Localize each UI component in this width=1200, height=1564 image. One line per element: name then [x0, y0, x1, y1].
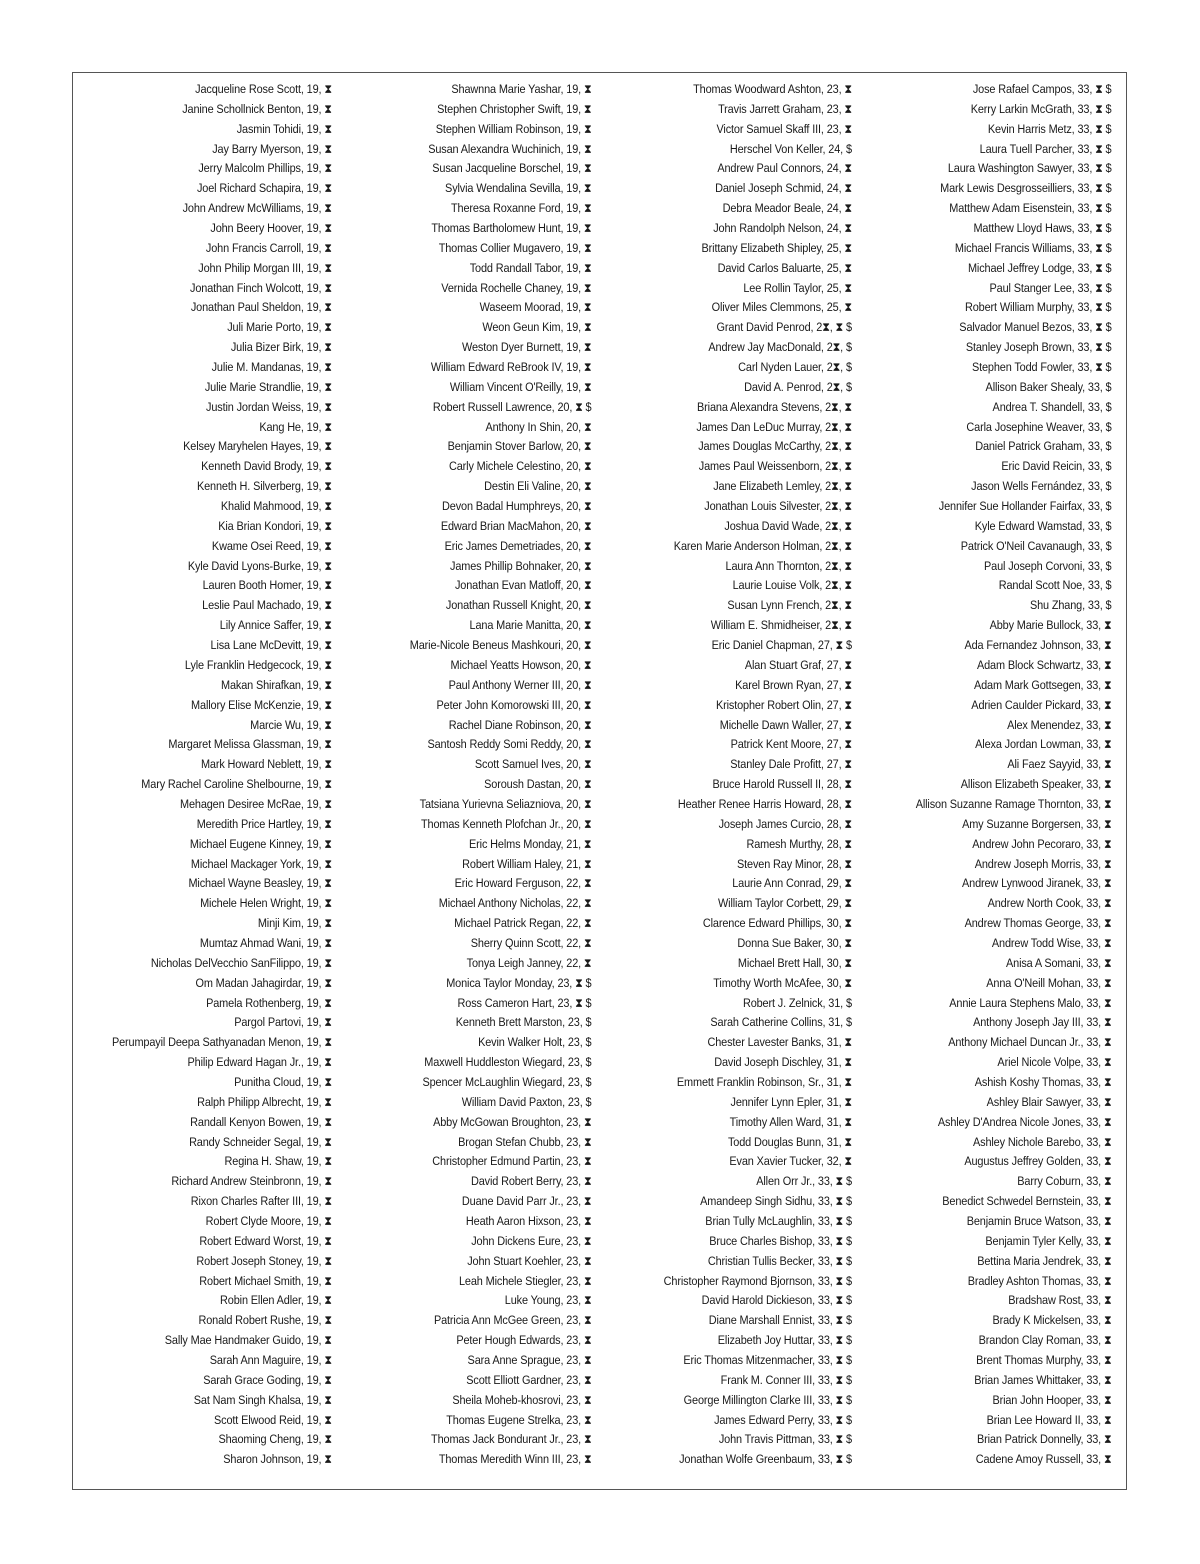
name-entry: Allison Elizabeth Speaker, 33, ⧗	[960, 777, 1111, 792]
name-entry: David Robert Berry, 23, ⧗	[470, 1174, 591, 1189]
name-entry: Heath Aaron Hixson, 23, ⧗	[465, 1213, 591, 1228]
name-entry: Paul Joseph Corνoni, 33, $	[983, 558, 1111, 573]
name-entry: Brian James Whittaker, 33, ⧗	[973, 1372, 1111, 1387]
name-entry: Edward Brian MacMahon, 20, ⧗	[440, 518, 591, 533]
name-entry: Sarah Grace Goding, 19, ⧗	[203, 1372, 332, 1387]
name-entry: Victor Samuel Skaff III, 23, ⧗	[716, 121, 852, 136]
name-entry: Sarah Ann Maguire, 19, ⧗	[209, 1353, 332, 1367]
name-entry: Patrick Kent Moore, 27, ⧗	[730, 737, 852, 752]
name-entry: Robert Edward Worst, 19, ⧗	[199, 1233, 332, 1248]
name-entry: Michael Yeatts Howson, 20, ⧗	[450, 657, 591, 672]
name-entry: Abby McGowan Broughton, 23, ⧗	[432, 1114, 591, 1129]
name-entry: Destin Eli Valine, 20, ⧗	[483, 479, 591, 494]
name-entry: Duane David Parr Jr., 23, ⧗	[461, 1194, 591, 1209]
name-entry: Paul Anthony Werner III, 20, ⧗	[448, 677, 591, 692]
name-entry: Lana Marie Manitta, 20, ⧗	[469, 618, 591, 633]
name-entry: Julie M. Mandanas, 19, ⧗	[211, 360, 332, 375]
name-entry: Thomas Eugene Strelka, 23, ⧗	[445, 1412, 591, 1427]
name-entry: Anthony Michael Duncan Jr., 33, ⧗	[947, 1035, 1111, 1050]
name-entry: Ronald Robert Rushe, 19, ⧗	[198, 1313, 332, 1328]
name-entry: Grant David Penrod, 2⧗, ⧗ $	[716, 320, 852, 335]
name-entry: Robert Clyde Moore, 19, ⧗	[205, 1213, 332, 1228]
name-entry: James Phillip Bohnaker, 20, ⧗	[449, 558, 591, 573]
name-entry: Sharon Johnson, 19, ⧗	[223, 1452, 332, 1467]
name-entry: Benedict Schwedel Bernstein, 33, ⧗	[941, 1194, 1111, 1209]
name-entry: Weston Dyer Burnett, 19, ⧗	[461, 340, 591, 355]
name-entry: Andrea T. Shandell, 33, $	[992, 399, 1111, 414]
name-entry: Brady K Mickelsen, 33, ⧗	[991, 1313, 1111, 1328]
name-entry: Kwame Osei Reed, 19, ⧗	[212, 538, 332, 553]
name-entry: Brian John Hooper, 33, ⧗	[991, 1392, 1111, 1407]
name-entry: Sarah Catherine Collins, 31, $	[710, 1015, 852, 1030]
name-entry: Jonathan Russell Knight, 20, ⧗	[445, 598, 591, 613]
name-entry: Abby Marie Bullock, 33, ⧗	[989, 618, 1111, 633]
name-entry: Eric Thomas Mitzenmacher, 33, ⧗ $	[683, 1353, 852, 1367]
name-entry: Brian Patrick Donnelly, 33, ⧗	[976, 1432, 1111, 1447]
name-entry: Todd Randall Tabor, 19, ⧗	[469, 260, 591, 275]
name-entry: Stanley Dale Profitt, 27, ⧗	[730, 757, 852, 772]
name-entry: Karel Brown Ryan, 27, ⧗	[735, 677, 852, 692]
name-entry: Om Madan Jahagirdar, 19, ⧗	[195, 975, 332, 990]
name-entry: Bettina Maria Jendrek, 33, ⧗	[976, 1253, 1111, 1268]
name-entry: Lee Rollin Taylor, 25, ⧗	[743, 280, 852, 295]
name-entry: Kenneth Brett Marston, 23, $	[455, 1015, 591, 1030]
name-entry: Christopher Raymond Bjornson, 33, ⧗ $	[663, 1273, 852, 1288]
name-entry: Robert William Murphy, 33, ⧗ $	[964, 300, 1111, 315]
name-entry: Waseem Moorad, 19, ⧗	[479, 300, 591, 315]
name-entry: Ada Fernandez Johnson, 33, ⧗	[963, 638, 1111, 653]
name-entry: Adam Mark Gottsegen, 33, ⧗	[973, 677, 1111, 692]
name-entry: Juli Marie Porto, 19, ⧗	[227, 320, 332, 335]
name-entry: Jane Elizabeth Lemley, 2⧗, ⧗	[713, 479, 852, 494]
name-entry: Richard Andrew Steinbronn, 19, ⧗	[171, 1174, 332, 1189]
name-entry: Carly Michele Celestino, 20, ⧗	[448, 459, 591, 474]
name-entry: Marie-Nicole Beneus Mashkouri, 20, ⧗	[409, 638, 591, 653]
name-entry: Shu Zhang, 33, $	[1029, 598, 1111, 613]
name-entry: Adrien Caulder Pickard, 33, ⧗	[970, 697, 1111, 712]
name-entry: Donna Sue Baker, 30, ⧗	[737, 935, 852, 950]
name-entry: Laura Ann Thornton, 2⧗, ⧗	[725, 558, 852, 573]
name-entry: Alan Stuart Graf, 27, ⧗	[744, 657, 852, 672]
name-entry: Matthew Adam Eisenstein, 33, ⧗ $	[948, 201, 1111, 216]
name-entry: Jonathan Evan Matloff, 20, ⧗	[454, 578, 591, 593]
name-entry: Anna O'Neill Mohan, 33, ⧗	[985, 975, 1111, 990]
name-entry: Kyle David Lyons-Burke, 19, ⧗	[187, 558, 332, 573]
name-entry: Barry Coburn, 33, ⧗	[1016, 1174, 1111, 1189]
name-entry: Sherry Quinn Scott, 22, ⧗	[470, 935, 591, 950]
name-entry: Marcie Wu, 19, ⧗	[250, 717, 332, 732]
name-entry: Philip Edward Hagan Jr., 19, ⧗	[187, 1055, 332, 1070]
name-entry: Heather Renee Harris Howard, 28, ⧗	[677, 796, 852, 811]
name-entry: Monica Taylor Monday, 23, ⧗ $	[445, 975, 591, 990]
name-entry: Robert Joseph Stoney, 19, ⧗	[196, 1253, 332, 1268]
name-entry: Elizabeth Joy Huttar, 33, ⧗ $	[717, 1333, 852, 1348]
name-entry: Rachel Diane Robinson, 20, ⧗	[448, 717, 591, 732]
name-entry: Annie Laura Stephens Malo, 33, ⧗	[948, 995, 1111, 1010]
name-entry: Pargol Partovi, 19, ⧗	[234, 1015, 332, 1030]
name-entry: Brandon Clay Roman, 33, ⧗	[978, 1333, 1111, 1348]
name-entry: Michael Francis Williams, 33, ⧗ $	[954, 240, 1111, 255]
name-entry: Joshua David Wade, 2⧗, ⧗	[724, 518, 852, 533]
name-entry: Brian Tully McLaughlin, 33, ⧗ $	[705, 1213, 852, 1228]
name-entry: Robert Michael Smith, 19, ⧗	[199, 1273, 332, 1288]
name-entry: Andrew Paul Connors, 24, ⧗	[717, 161, 852, 176]
name-entry: Christian Tullis Becker, 33, ⧗ $	[707, 1253, 852, 1268]
name-entry: Thomas Jack Bondurant Jr., 23, ⧗	[430, 1432, 591, 1447]
name-entry: Travis Jarrett Graham, 23, ⧗	[718, 101, 852, 116]
name-entry: Michael Wayne Beasley, 19, ⧗	[188, 876, 332, 891]
name-column-1	[82, 80, 332, 1470]
name-entry: Thomas Bartholomew Hunt, 19, ⧗	[430, 221, 591, 236]
name-entry: Laura Washington Sawyer, 33, ⧗ $	[947, 161, 1111, 176]
name-entry: Susan Lynn French, 2⧗, ⧗	[727, 598, 852, 613]
name-entry: John Philip Morgan III, 19, ⧗	[198, 260, 332, 275]
name-entry: Randal Scott Noe, 33, $	[998, 578, 1111, 593]
name-entry: Daniel Joseph Schmid, 24, ⧗	[715, 181, 852, 196]
name-entry: Allen Orr Jr., 33, ⧗ $	[756, 1174, 852, 1189]
name-entry: Mumtaz Ahmad Wani, 19, ⧗	[200, 935, 332, 950]
name-entry: Benjamin Bruce Watson, 33, ⧗	[966, 1213, 1111, 1228]
name-entry: Anthony Joseph Jay III, 33, ⧗	[972, 1015, 1111, 1030]
name-entry: Ashley D'Andrea Nicole Jones, 33, ⧗	[937, 1114, 1111, 1129]
name-entry: Eric Helms Monday, 21, ⧗	[468, 836, 591, 851]
name-entry: Jasmin Tohidi, 19, ⧗	[236, 121, 332, 136]
name-entry: Lily Annice Saffer, 19, ⧗	[219, 618, 332, 633]
name-entry: Julia Bizer Birk, 19, ⧗	[231, 340, 332, 355]
name-entry: Lyle Franklin Hedgecock, 19, ⧗	[185, 657, 332, 672]
name-entry: Sally Mae Handmaker Guido, 19, ⧗	[164, 1333, 332, 1348]
name-entry: Scott Elliott Gardner, 23, ⧗	[465, 1372, 591, 1387]
name-entry: Kang He, 19, ⧗	[259, 419, 332, 434]
name-entry: Susan Jacqueline Borschel, 19, ⧗	[431, 161, 591, 176]
name-entry: Robin Ellen Adler, 19, ⧗	[220, 1293, 332, 1308]
name-entry: Weon Geun Kim, 19, ⧗	[481, 320, 591, 335]
name-entry: Lauren Booth Homer, 19, ⧗	[202, 578, 332, 593]
name-entry: William Vincent O'Reilly, 19, ⧗	[449, 379, 591, 394]
name-entry: Randy Schneider Segal, 19, ⧗	[189, 1134, 332, 1149]
name-entry: Brian Lee Howard II, 33, ⧗	[986, 1412, 1111, 1427]
name-entry: Stephen Todd Fowler, 33, ⧗ $	[971, 360, 1111, 375]
name-entry: William Edward ReBrook IV, 19, ⧗	[430, 360, 591, 375]
name-entry: Diane Marshall Ennist, 33, ⧗ $	[708, 1313, 852, 1328]
name-entry: Kevin Harris Metz, 33, ⧗ $	[987, 121, 1111, 136]
name-entry: Soroush Dastan, 20, ⧗	[483, 777, 591, 792]
name-entry: Carl Nyden Lauer, 2⧗, $	[738, 360, 852, 375]
name-entry: Jonathan Paul Sheldon, 19, ⧗	[191, 300, 332, 315]
name-entry: Ariel Nicole Volpe, 33, ⧗	[996, 1055, 1111, 1070]
name-entry: Brent Thomas Murphy, 33, ⧗	[975, 1353, 1111, 1367]
name-entry: Laura Tuell Parcher, 33, ⧗ $	[979, 141, 1111, 156]
name-entry: Thomas Kenneth Plofchan Jr., 20, ⧗	[420, 816, 591, 831]
name-entry: James Paul Weissenborn, 2⧗, ⧗	[698, 459, 852, 474]
name-entry: Clarence Edward Phillips, 30, ⧗	[702, 916, 852, 931]
name-entry: Pamela Rothenberg, 19, ⧗	[206, 995, 332, 1010]
name-entry: Thomas Collier Mugavero, 19, ⧗	[438, 240, 591, 255]
name-entry: Lisa Lane McDevitt, 19, ⧗	[210, 638, 332, 653]
name-entry: Jennifer Lynn Epler, 31, ⧗	[730, 1094, 852, 1109]
name-entry: Briana Alexandra Stevens, 2⧗, ⧗	[697, 399, 852, 414]
name-entry: Jonathan Wolfe Greenbaum, 33, ⧗ $	[679, 1452, 852, 1467]
name-entry: David Carlos Baluarte, 25, ⧗	[717, 260, 852, 275]
name-entry: Todd Douglas Bunn, 31, ⧗	[728, 1134, 852, 1149]
name-entry: Jason Wells Fernández, 33, $	[970, 479, 1111, 494]
name-entry: Ramesh Murthy, 28, ⧗	[746, 836, 852, 851]
name-entry: Mark Howard Neblett, 19, ⧗	[201, 757, 332, 772]
name-entry: Jacqueline Rose Scott, 19, ⧗	[195, 82, 332, 96]
name-entry: Michael Eugene Kinney, 19, ⧗	[190, 836, 332, 851]
name-entry: Kelsey Maryhelen Hayes, 19, ⧗	[183, 439, 332, 454]
name-entry: Susan Alexandra Wuchinich, 19, ⧗	[427, 141, 591, 156]
name-entry: Sheila Moheb-khosrovi, 23, ⧗	[451, 1392, 591, 1407]
name-entry: John Travis Pittman, 33, ⧗ $	[718, 1432, 852, 1447]
name-entry: Patricia Ann McGee Green, 23, ⧗	[433, 1313, 591, 1328]
name-entry: Andrew Todd Wise, 33, ⧗	[991, 935, 1111, 950]
name-entry: James Edward Perry, 33, ⧗ $	[714, 1412, 852, 1427]
name-entry: Mark Lewis Desgrosseilliers, 33, ⧗ $	[939, 181, 1111, 196]
name-entry: Ralph Philipp Albrecht, 19, ⧗	[197, 1094, 332, 1109]
name-entry: Tatsiana Yurievna Seliazniova, 20, ⧗	[419, 796, 591, 811]
name-entry: Bruce Charles Bishop, 33, ⧗ $	[709, 1233, 852, 1248]
name-entry: Michael Jeffrey Lodge, 33, ⧗ $	[967, 260, 1111, 275]
name-entry: Margaret Melissa Glassman, 19, ⧗	[168, 737, 332, 752]
name-entry: Santosh Reddy Somi Reddy, 20, ⧗	[427, 737, 591, 752]
name-entry: Shawnna Marie Yashar, 19, ⧗	[450, 82, 591, 96]
name-entry: Bradshaw Rost, 33, ⧗	[1007, 1293, 1111, 1308]
name-entry: Michael Anthony Nicholas, 22, ⧗	[438, 896, 591, 911]
name-entry: Ashish Koshy Thomas, 33, ⧗	[974, 1074, 1111, 1089]
name-entry: Perumpayil Deepa Sathyanadan Menon, 19, ⧗	[112, 1035, 332, 1050]
name-entry: Vernida Rochelle Chaney, 19, ⧗	[440, 280, 591, 295]
name-entry: Cadene Amoy Russell, 33, ⧗	[975, 1452, 1111, 1467]
name-entry: Ross Cameron Hart, 23, ⧗ $	[457, 995, 591, 1010]
name-entry: Minji Kim, 19, ⧗	[257, 916, 332, 931]
name-entry: Justin Jordan Weiss, 19, ⧗	[206, 399, 332, 414]
name-entry: Janine Schollnick Benton, 19, ⧗	[182, 101, 332, 116]
name-entry: William David Paxton, 23, $	[461, 1094, 591, 1109]
name-entry: Karen Marie Anderson Holman, 2⧗, ⧗	[673, 538, 852, 553]
name-entry: Jay Barry Myerson, 19, ⧗	[212, 141, 332, 156]
name-column-4	[889, 80, 1112, 1470]
name-entry: Stanley Joseph Brown, 33, ⧗ $	[965, 340, 1111, 355]
name-entry: Kia Brian Kondori, 19, ⧗	[218, 518, 332, 533]
name-entry: John Dickens Eure, 23, ⧗	[470, 1233, 591, 1248]
name-entry: Punitha Cloud, 19, ⧗	[234, 1074, 332, 1089]
name-entry: Kerry Larkin McGrath, 33, ⧗ $	[970, 101, 1111, 116]
name-entry: Debra Meador Beale, 24, ⧗	[722, 201, 852, 216]
name-entry: Steven Ray Minor, 28, ⧗	[737, 856, 852, 871]
name-entry: Regina H. Shaw, 19, ⧗	[224, 1154, 332, 1169]
name-entry: Joel Richard Schapira, 19, ⧗	[197, 181, 332, 196]
name-entry: Thomas Woodward Ashton, 23, ⧗	[693, 82, 852, 96]
name-entry: Scott Samuel Ives, 20, ⧗	[474, 757, 591, 772]
name-entry: Alexa Jordan Lowman, 33, ⧗	[974, 737, 1111, 752]
name-entry: Bradley Ashton Thomas, 33, ⧗	[967, 1273, 1111, 1288]
name-entry: Peter John Komorowski III, 20, ⧗	[436, 697, 591, 712]
name-entry: Brittany Elizabeth Shipley, 25, ⧗	[701, 240, 852, 255]
name-entry: Timothy Worth McAfee, 30, ⧗	[713, 975, 852, 990]
name-entry: John Stuart Koehler, 23, ⧗	[466, 1253, 591, 1268]
name-entry: Emmett Franklin Robinson, Sr., 31, ⧗	[676, 1074, 852, 1089]
name-entry: Andrew John Pecoraro, 33, ⧗	[971, 836, 1111, 851]
name-entry: Allison Suzanne Ramage Thornton, 33, ⧗	[915, 796, 1111, 811]
name-entry: Eric James Demetriades, 20, ⧗	[444, 538, 591, 553]
name-entry: Bruce Harold Russell II, 28, ⧗	[712, 777, 852, 792]
name-entry: Evan Xavier Tucker, 32, ⧗	[729, 1154, 852, 1169]
name-entry: Jonathan Louis Silvester, 2⧗, ⧗	[704, 499, 852, 514]
name-entry: Peter Hough Edwards, 23, ⧗	[455, 1333, 591, 1348]
name-entry: Robert Russell Lawrence, 20, ⧗ $	[432, 399, 591, 414]
name-entry: Christopher Edmund Partin, 23, ⧗	[431, 1154, 591, 1169]
name-entry: Alex Menendez, 33, ⧗	[1006, 717, 1111, 732]
name-entry: Ashley Nichole Barebo, 33, ⧗	[972, 1134, 1111, 1149]
name-entry: Scott Elwood Reid, 19, ⧗	[214, 1412, 332, 1427]
name-entry: Devon Badal Humphreys, 20, ⧗	[441, 499, 591, 514]
name-entry: Luke Young, 23, ⧗	[504, 1293, 591, 1308]
name-entry: William E. Shmidheiser, 2⧗, ⧗	[710, 618, 852, 633]
name-entry: David A. Penrod, 2⧗, $	[744, 379, 852, 394]
name-entry: Shaoming Cheng, 19, ⧗	[218, 1432, 332, 1447]
name-entry: Benjamin Stover Barlow, 20, ⧗	[447, 439, 591, 454]
name-entry: Allison Baker Shealy, 33, $	[985, 379, 1111, 394]
name-entry: Michael Patrick Regan, 22, ⧗	[453, 916, 591, 931]
name-entry: Leah Michele Stiegler, 23, ⧗	[458, 1273, 591, 1288]
name-entry: Matthew Lloyd Haws, 33, ⧗ $	[972, 221, 1111, 236]
name-entry: Frank M. Conner III, 33, ⧗ $	[720, 1372, 852, 1387]
name-entry: Eric Howard Ferguson, 22, ⧗	[454, 876, 591, 891]
name-entry: Theresa Roxanne Ford, 19, ⧗	[450, 201, 591, 216]
name-entry: Chester Lavester Banks, 31, ⧗	[707, 1035, 852, 1050]
name-entry: George Millington Clarke III, 33, ⧗ $	[683, 1392, 852, 1407]
name-entry: John Beery Hoover, 19, ⧗	[210, 221, 332, 236]
name-entry: Brogan Stefan Chubb, 23, ⧗	[457, 1134, 591, 1149]
name-column-2	[385, 80, 591, 1470]
name-entry: Mallory Elise McKenzie, 19, ⧗	[191, 697, 332, 712]
name-entry: Herschel Von Keller, 24, $	[729, 141, 852, 156]
name-entry: Eric David Reicin, 33, $	[1000, 459, 1111, 474]
name-entry: Michael Brett Hall, 30, ⧗	[737, 955, 852, 970]
name-entry: Kyle Edward Wamstad, 33, $	[974, 518, 1111, 533]
name-entry: Jose Rafael Campos, 33, ⧗ $	[972, 82, 1111, 96]
name-entry: Rixon Charles Rafter III, 19, ⧗	[190, 1194, 332, 1209]
name-entry: Oliver Miles Clemmons, 25, ⧗	[711, 300, 852, 315]
name-entry: Paul Stanger Lee, 33, ⧗ $	[989, 280, 1111, 295]
name-entry: Salvador Manuel Bezos, 33, ⧗ $	[958, 320, 1111, 335]
name-entry: James Dan LeDuc Murray, 2⧗, ⧗	[696, 419, 852, 434]
name-entry: Augustus Jeffrey Golden, 33, ⧗	[963, 1154, 1111, 1169]
name-entry: Khalid Mahmood, 19, ⧗	[221, 499, 332, 514]
name-entry: Timothy Allen Ward, 31, ⧗	[729, 1114, 852, 1129]
name-entry: Julie Marie Strandlie, 19, ⧗	[205, 379, 332, 394]
name-entry: Andrew Lynwood Jiranek, 33, ⧗	[961, 876, 1111, 891]
name-entry: Kevin Walker Holt, 23, $	[477, 1035, 591, 1050]
name-entry: Andrew Jay MacDonald, 2⧗, $	[708, 340, 852, 355]
name-entry: Robert J. Zelnick, 31, $	[743, 995, 852, 1010]
name-entry: Michele Helen Wright, 19, ⧗	[200, 896, 332, 911]
name-entry: Mary Rachel Caroline Shelbourne, 19, ⧗	[141, 777, 332, 792]
name-entry: Andrew Joseph Morris, 33, ⧗	[974, 856, 1111, 871]
name-entry: Benjamin Tyler Kelly, 33, ⧗	[984, 1233, 1111, 1248]
name-entry: Mehagen Desiree McRae, 19, ⧗	[180, 796, 332, 811]
name-entry: James Douglas McCarthy, 2⧗, ⧗	[698, 439, 852, 454]
name-entry: David Joseph Dischley, 31, ⧗	[714, 1055, 852, 1070]
name-entry: Jerry Malcolm Phillips, 19, ⧗	[198, 161, 332, 176]
name-entry: Maxwell Huddleston Wiegard, 23, $	[423, 1055, 591, 1070]
name-entry: Daniel Patrick Graham, 33, $	[974, 439, 1111, 454]
name-entry: Kenneth David Brody, 19, ⧗	[201, 459, 332, 474]
name-entry: Laurie Ann Conrad, 29, ⧗	[732, 876, 852, 891]
name-entry: Ali Faez Sayyid, 33, ⧗	[1006, 757, 1111, 772]
name-entry: Sara Anne Sprague, 23, ⧗	[467, 1353, 591, 1367]
name-entry: Sylvia Wendalina Sevilla, 19, ⧗	[444, 181, 591, 196]
name-entry: Anthony In Shin, 20, ⧗	[485, 419, 591, 434]
name-entry: David Harold Dickieson, 33, ⧗ $	[701, 1293, 852, 1308]
name-entry: Adam Block Schwartz, 33, ⧗	[976, 657, 1111, 672]
name-entry: Patrick O'Neil Cavanaugh, 33, $	[960, 538, 1111, 553]
name-entry: Laurie Louise Volk, 2⧗, ⧗	[732, 578, 852, 593]
name-entry: John Francis Carroll, 19, ⧗	[206, 240, 332, 255]
name-entry: Kenneth H. Silverberg, 19, ⧗	[197, 479, 332, 494]
name-entry: Kristopher Robert Olin, 27, ⧗	[716, 697, 852, 712]
name-entry: Michelle Dawn Waller, 27, ⧗	[719, 717, 852, 732]
name-entry: Meredith Price Hartley, 19, ⧗	[196, 816, 332, 831]
name-entry: Leslie Paul Machado, 19, ⧗	[202, 598, 332, 613]
name-entry: Anisa A Somani, 33, ⧗	[1005, 955, 1111, 970]
name-entry: Stephen Christopher Swift, 19, ⧗	[436, 101, 591, 116]
name-entry: Thomas Meredith Winn III, 23, ⧗	[438, 1452, 591, 1467]
name-entry: John Andrew McWilliams, 19, ⧗	[182, 201, 332, 216]
name-entry: John Randolph Nelson, 24, ⧗	[713, 221, 852, 236]
name-entry: Randall Kenyon Bowen, 19, ⧗	[190, 1114, 332, 1129]
name-entry: William Taylor Corbett, 29, ⧗	[718, 896, 852, 911]
name-entry: Eric Daniel Chapman, 27, ⧗ $	[711, 638, 852, 653]
name-entry: Jonathan Finch Wolcott, 19, ⧗	[190, 280, 332, 295]
name-entry: Amy Suzanne Borgersen, 33, ⧗	[961, 816, 1111, 831]
name-entry: Andrew North Cook, 33, ⧗	[987, 896, 1111, 911]
name-entry: Stephen William Robinson, 19, ⧗	[435, 121, 591, 136]
name-entry: Tonya Leigh Janney, 22, ⧗	[466, 955, 591, 970]
name-entry: Ashley Blair Sawyer, 33, ⧗	[986, 1094, 1111, 1109]
name-entry: Robert William Haley, 21, ⧗	[461, 856, 591, 871]
name-entry: Spencer McLaughlin Wiegard, 23, $	[421, 1074, 591, 1089]
name-entry: Michael Mackager York, 19, ⧗	[191, 856, 332, 871]
name-entry: Makan Shirafkan, 19, ⧗	[221, 677, 332, 692]
name-entry: Sat Nam Singh Khalsa, 19, ⧗	[193, 1392, 332, 1407]
name-entry: Carla Josephine Weaver, 33, $	[965, 419, 1111, 434]
name-column-3	[638, 80, 852, 1470]
name-entry: Amandeep Singh Sidhu, 33, ⧗ $	[700, 1194, 852, 1209]
name-entry: Nicholas DelVecchio SanFilippo, 19, ⧗	[151, 955, 332, 970]
name-entry: Joseph James Curcio, 28, ⧗	[718, 816, 852, 831]
name-entry: Andrew Thomas George, 33, ⧗	[964, 916, 1111, 931]
name-entry: Jennifer Sue Hollander Fairfax, 33, $	[938, 499, 1111, 514]
